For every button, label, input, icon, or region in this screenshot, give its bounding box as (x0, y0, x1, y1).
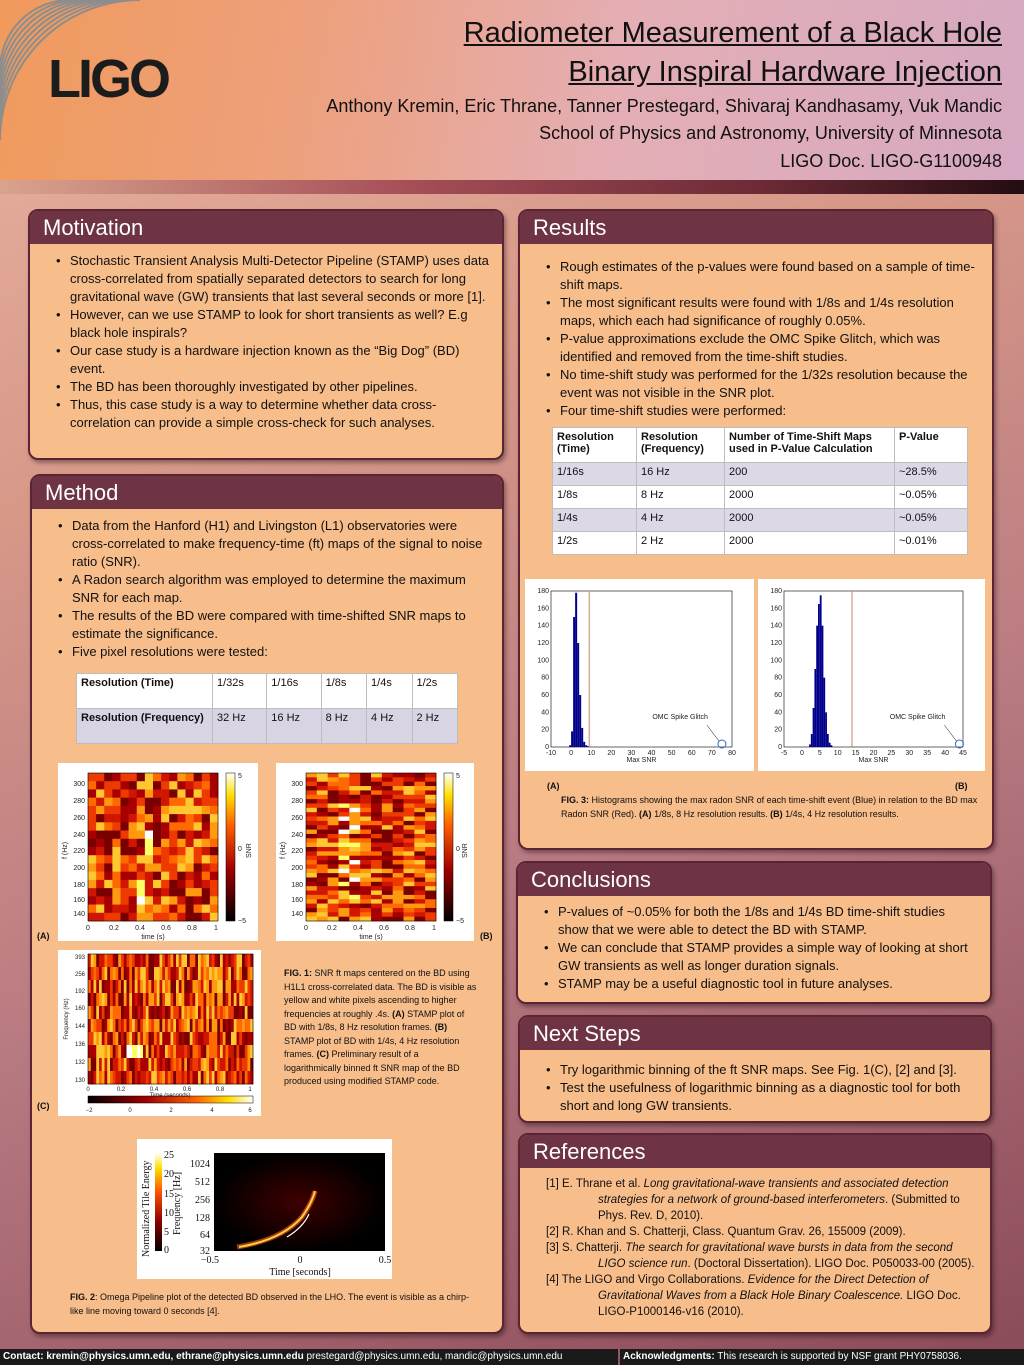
contact-emails: prestegard@physics.umn.edu, mandic@physics.umn.edu (303, 1351, 563, 1362)
table-cell: 1/16s (553, 463, 637, 486)
colorbar-tick: −5 (456, 918, 464, 925)
histogram-bar (816, 626, 818, 747)
x-tick: −0.5 (200, 1255, 220, 1266)
x-tick: 15 (851, 750, 860, 757)
annotation-line (707, 725, 719, 741)
x-tick: 1 (432, 925, 436, 932)
y-tick: 180 (537, 588, 549, 595)
x-tick: 60 (687, 750, 696, 757)
y-tick: 120 (537, 640, 549, 647)
histogram-bar (571, 731, 573, 747)
x-tick: 0.8 (215, 1087, 225, 1093)
x-tick: 40 (941, 750, 949, 757)
caption-tag: (A) (392, 1008, 405, 1019)
table-cell: 2000 (725, 509, 895, 532)
y-tick: 160 (537, 605, 549, 613)
x-tick: 30 (627, 750, 636, 757)
y-tick: 136 (74, 1042, 85, 1048)
x-tick: 0.8 (187, 925, 197, 932)
title-line-2: Binary Inspiral Hardware Injection (568, 56, 1002, 88)
table-cell: ~0.05% (895, 486, 968, 509)
reference-item: [4] The LIGO and Virgo Collaborations. Evidence for the Direct Detection of Gravitational Waves from a Black Hole Binary Coalescence. LIGO Doc. LIGO-P1000146-v16 (2010). (546, 1274, 961, 1318)
table-cell: 200 (725, 463, 895, 486)
y-tick: 160 (291, 897, 303, 904)
histogram-bar (573, 617, 575, 747)
y-tick: 300 (73, 781, 85, 788)
plot-frame (784, 591, 963, 747)
caption-text: Preliminary result of a logarithmically binned ft SNR map of the BD produced using modified STAMP code. (284, 1049, 460, 1086)
y-tick: 200 (291, 865, 303, 872)
fig1-caption (284, 967, 478, 1089)
y-tick: 220 (73, 848, 85, 855)
x-tick: 50 (667, 750, 676, 757)
table-cell: 4 Hz (367, 709, 412, 744)
x-tick: 20 (869, 750, 878, 757)
histogram-bar (579, 695, 581, 747)
y-axis-label: Frequency [Hz] (172, 1171, 183, 1235)
table-cell: ~0.01% (895, 532, 968, 555)
caption-text: 1/4s, 4 Hz resolution results. (785, 808, 899, 819)
column-header: Resolution (Time) (553, 428, 637, 463)
authors: Anthony Kremin, Eric Thrane, Tanner Prestegard, Shivaraj Kandhasamy, Vuk Mandic (326, 96, 1002, 116)
y-tick: 256 (74, 972, 85, 978)
poster-title (242, 14, 1002, 92)
resolution-frequency-row (77, 709, 458, 744)
conclusions-panel (516, 861, 992, 1004)
motivation-bullet: • The BD has been thoroughly investigated by other pipelines. (56, 378, 490, 396)
y-tick: 180 (73, 882, 85, 889)
y-tick: 280 (73, 798, 85, 805)
table-cell: 16 Hz (637, 463, 725, 486)
x-tick: 45 (959, 750, 967, 757)
next-steps-bullet: • Try logarithmic binning of the ft SNR maps. See Fig. 1(C), [2] and [3]. (546, 1061, 978, 1079)
histogram-bar (814, 669, 816, 747)
fig1-label-c: (C) (37, 1101, 50, 1111)
fig3-b-histogram (758, 579, 985, 771)
fig3-label-a: (A) (547, 781, 560, 791)
fig3-caption-label: FIG. 3: (561, 795, 590, 805)
x-axis-label: Max SNR (626, 757, 657, 764)
colorbar-tick: −5 (238, 918, 246, 925)
y-tick: 132 (74, 1060, 85, 1066)
x-tick: 1 (248, 1087, 252, 1093)
heatmap-cells (88, 954, 253, 1084)
colorbar-tick: 6 (248, 1108, 252, 1114)
colorbar-tick: −2 (85, 1108, 93, 1114)
colorbar-tick: 25 (164, 1150, 174, 1161)
colorbar-tick: 4 (210, 1108, 214, 1114)
histogram-bar (569, 745, 571, 747)
y-tick: 512 (195, 1177, 210, 1188)
y-tick: 280 (291, 798, 303, 805)
y-tick: 60 (541, 692, 549, 699)
fig3-caption-text: Histograms showing the max radon SNR of each time-shift event (Blue) in relation to the BD max Radon SNR (Red). (561, 795, 978, 819)
y-tick: 180 (770, 588, 782, 595)
x-tick: 30 (905, 750, 914, 757)
y-tick: 80 (774, 674, 782, 682)
table-cell: 16 Hz (267, 709, 321, 744)
histogram-bar (585, 745, 587, 747)
x-tick: 35 (923, 750, 932, 757)
histogram-bar (829, 743, 831, 747)
conclusions-bullet: • P-values of ~0.05% for both the 1/8s and 1/4s BD time-shift studies show that we were able to detect the BD with STAMP. (544, 903, 978, 939)
method-bullet: • Five pixel resolutions were tested: (58, 643, 490, 661)
table-cell: 2000 (725, 532, 895, 555)
colorbar-label: Normalized Tile Energy (141, 1160, 152, 1257)
histogram-bar (820, 595, 822, 747)
histogram-bar (823, 678, 825, 747)
results-bullet: • Four time-shift studies were performed: (546, 402, 980, 420)
table-cell: ~28.5% (895, 463, 968, 486)
caption-text: 1/8s, 8 Hz resolution results. (654, 808, 768, 819)
table-cell: 1/4s (367, 674, 412, 709)
caption-tag: (C) (316, 1049, 330, 1059)
method-bullet: • Data from the Hanford (H1) and Livingston (L1) observatories were cross-correlated to make frequency-time (ft) maps of the signal to noise ratio (SNR). (58, 517, 490, 571)
y-axis-label: Frequency (Hz) (64, 998, 70, 1040)
next-steps-heading: Next Steps (520, 1017, 990, 1050)
table-cell: 1/16s (267, 674, 321, 709)
y-tick: 1024 (190, 1159, 210, 1170)
y-tick: 240 (291, 832, 303, 839)
time-shift-table (552, 427, 968, 555)
fig3-caption (561, 794, 981, 821)
table-cell: 2 Hz (412, 709, 458, 744)
colorbar-tick: 0 (128, 1108, 132, 1114)
colorbar-tick: 20 (164, 1169, 174, 1180)
acknowledgments-footer (620, 1349, 1024, 1365)
heatmap-cells (306, 773, 436, 921)
x-axis-label: Max SNR (858, 757, 889, 764)
y-tick: 140 (291, 911, 303, 918)
table-cell: ~0.05% (895, 509, 968, 532)
reference-item: [1] E. Thrane et al. Long gravitational-wave transients and associated detection strategies for a network of ground-based interferometers. (Submitted to Phys. Rev. D, 2010). (546, 1178, 960, 1222)
fig2-caption (70, 1291, 480, 1318)
table-row (553, 532, 968, 555)
histogram-bar (583, 742, 585, 747)
y-tick: 32 (200, 1246, 210, 1257)
table-cell: 4 Hz (637, 509, 725, 532)
fig1-caption-text: SNR ft maps centered on the BD using H1L1 cross-correlated data. The BD is visible as yellow and white pixels ascending to higher frequencies at roughly .4s. (284, 968, 477, 1019)
annotation-label: OMC Spike Glitch (652, 713, 708, 721)
y-tick: 64 (200, 1230, 210, 1241)
x-axis-label: time (s) (359, 934, 383, 941)
caption-tag: (B) (770, 808, 783, 819)
x-tick: 0 (86, 1087, 90, 1093)
y-tick: 192 (74, 989, 85, 995)
fig2-caption-text: : Omega Pipeline plot of the detected BD observed in the LHO. The event is visible as a chirp-like line moving toward 0 seconds [4]. (70, 1292, 470, 1316)
histogram-bar (577, 643, 579, 747)
x-axis-label: Time (seconds) (149, 1093, 191, 1099)
annotation-label: OMC Spike Glitch (889, 713, 946, 721)
table-row (553, 486, 968, 509)
histogram-svg (525, 579, 754, 771)
caption-tag: (A) (639, 808, 652, 819)
y-tick: 260 (291, 815, 303, 822)
y-tick: 60 (774, 692, 782, 699)
x-tick: 0.6 (379, 925, 389, 932)
colorbar-label: SNR (462, 843, 469, 858)
table-row (553, 463, 968, 486)
table-header-row (553, 428, 968, 463)
table-cell: 1/4s (553, 509, 637, 532)
fig3-a-histogram (525, 579, 754, 771)
x-tick: 0.2 (109, 925, 119, 932)
y-tick: 0 (778, 744, 782, 751)
table-cell: 1/8s (553, 486, 637, 509)
y-tick: 40 (541, 709, 549, 717)
x-tick: 80 (728, 750, 736, 757)
colorbar-tick: 15 (164, 1189, 174, 1200)
resolution-time-header: Resolution (Time) (77, 674, 213, 709)
affiliation: School of Physics and Astronomy, University of Minnesota (539, 123, 1002, 143)
fig1-label-a: (A) (37, 931, 50, 941)
fig1-b-heatmap (276, 763, 474, 941)
histogram-bar (813, 708, 815, 747)
x-tick: 0 (297, 1255, 303, 1266)
colorbar-tick: 5 (164, 1227, 169, 1238)
histogram-bar (825, 712, 827, 747)
histogram-bar (575, 593, 577, 747)
ligo-logo: LIGO (48, 49, 168, 109)
x-tick: 25 (887, 750, 896, 757)
y-tick: 120 (770, 640, 782, 647)
x-tick: 0.4 (149, 1087, 159, 1093)
fig1-caption-label: FIG. 1: (284, 968, 313, 978)
fig1-label-b: (B) (480, 931, 493, 941)
y-tick: 140 (770, 622, 782, 630)
results-bullet: • The most significant results were found with 1/8s and 1/4s resolution maps, which each had significance of roughly 0.05%. (546, 294, 980, 330)
contact-footer (0, 1349, 618, 1365)
y-tick: 20 (541, 726, 549, 734)
colorbar-tick: 2 (169, 1108, 173, 1114)
caption-tag: (B) (434, 1022, 448, 1032)
x-tick: -10 (545, 750, 557, 757)
table-cell: 1/8s (321, 674, 366, 709)
table-cell: 2 Hz (637, 532, 725, 555)
motivation-panel (28, 209, 504, 460)
motivation-heading: Motivation (30, 211, 502, 244)
y-tick: 240 (73, 832, 85, 839)
x-tick: 0 (799, 750, 804, 757)
column-header: Number of Time-Shift Maps used in P-Value Calculation (725, 428, 895, 463)
fig1-c-heatmap (58, 950, 261, 1116)
y-tick: 260 (73, 815, 85, 822)
motivation-bullet: • However, can we use STAMP to look for short transients as well? E.g black hole inspirals? (56, 306, 490, 342)
y-tick: 128 (195, 1213, 210, 1224)
motivation-bullet: • Stochastic Transient Analysis Multi-Detector Pipeline (STAMP) uses data cross-correlated from spatially separated detectors to search for long gravitational wave (GW) transients that last several seconds or more [1]. (56, 252, 490, 306)
x-tick: 0.4 (353, 925, 363, 932)
motivation-bullet: • Thus, this case study is a way to determine whether data cross-correlation can provide a simple cross-check for such analyses. (56, 396, 490, 432)
histogram-bar (831, 745, 833, 747)
x-tick: 40 (647, 750, 656, 757)
y-tick: 144 (74, 1024, 85, 1030)
resolution-time-row (77, 674, 458, 709)
method-bullet: • The results of the BD were compared with time-shifted SNR maps to estimate the significance. (58, 607, 490, 643)
x-tick: 0.2 (116, 1087, 126, 1093)
reference-item: [3] S. Chatterji. The search for gravitational wave bursts in data from the second LIGO science run. (Doctoral Dissertation). LIGO Doc. P050033-00 (2005). (546, 1242, 975, 1270)
histogram-svg (758, 579, 985, 771)
table-cell: 2000 (725, 486, 895, 509)
annotation-line (944, 725, 956, 741)
y-axis-label: f (Hz) (62, 841, 69, 859)
caption-text: STAMP plot of BD with 1/4s, 4 Hz resolution frames. (284, 1035, 460, 1059)
next-steps-panel (518, 1015, 992, 1123)
x-tick: 0 (86, 925, 90, 932)
contact-label: Contact: kremin@physics.umn.edu, ethrane@physics.umn.edu (3, 1351, 304, 1362)
y-tick: 140 (537, 622, 549, 630)
fig2-omega-plot (137, 1139, 392, 1279)
x-tick: 0 (304, 925, 308, 932)
x-tick: 0 (569, 750, 574, 757)
results-bullet: • P-value approximations exclude the OMC Spike Glitch, which was identified and removed from the time-shift studies. (546, 330, 980, 366)
x-axis-label: Time [seconds] (269, 1267, 331, 1278)
x-tick: 20 (607, 750, 616, 757)
caption-text: STAMP plot of BD with 1/8s, 8 Hz resolution frames. (284, 1008, 465, 1032)
table-cell: 1/2s (412, 674, 458, 709)
motivation-bullet: • Our case study is a hardware injection known as the “Big Dog” (BD) event. (56, 342, 490, 378)
resolution-table (76, 673, 458, 744)
conclusions-bullet: • We can conclude that STAMP provides a simple way of looking at short GW transients as well as longer duration signals. (544, 939, 978, 975)
y-tick: 0 (545, 744, 549, 751)
histogram-bar (581, 728, 583, 747)
reference-item: [2] R. Khan and S. Chatterji, Class. Quantum Grav. 26, 155009 (2009). (546, 1226, 906, 1238)
colorbar-tick: 0 (456, 846, 460, 853)
x-tick: 0.2 (327, 925, 337, 932)
resolution-frequency-header: Resolution (Frequency) (77, 709, 213, 744)
x-tick: 70 (707, 750, 716, 757)
x-tick: 1 (214, 925, 218, 932)
histogram-bar (809, 744, 811, 747)
references-heading: References (520, 1135, 990, 1168)
x-tick: 0.6 (182, 1087, 192, 1093)
table-cell: 32 Hz (213, 709, 267, 744)
y-tick: 160 (74, 1006, 85, 1012)
fig1-a-heatmap (58, 763, 258, 941)
y-tick: 180 (291, 882, 303, 889)
y-tick: 100 (537, 657, 549, 665)
method-bullet: • A Radon search algorithm was employed to determine the maximum SNR for each map. (58, 571, 490, 607)
y-tick: 220 (291, 848, 303, 855)
conclusions-bullet: • STAMP may be a useful diagnostic tool in future analyses. (544, 975, 978, 993)
x-tick: 0.5 (378, 1255, 392, 1266)
y-tick: 100 (770, 657, 782, 665)
results-bullet: • Rough estimates of the p-values were found based on a sample of time-shift maps. (546, 258, 980, 294)
colorbar-tick: 10 (164, 1208, 174, 1219)
references-panel (518, 1133, 992, 1334)
title-line-1: Radiometer Measurement of a Black Hole (463, 17, 1002, 49)
histogram-bar (822, 626, 824, 747)
y-tick: 200 (73, 865, 85, 872)
fig3-label-b: (B) (955, 781, 968, 791)
results-bullet: • No time-shift study was performed for the 1/32s resolution because the event was not visible in the SNR plot. (546, 366, 980, 402)
x-tick: 5 (817, 750, 822, 757)
histogram-bar (827, 734, 829, 747)
x-tick: -5 (780, 750, 788, 757)
table-cell: 1/2s (553, 532, 637, 555)
y-tick: 20 (774, 726, 782, 734)
fig2-caption-label: FIG. 2 (70, 1292, 96, 1302)
x-tick: 0.6 (161, 925, 171, 932)
column-header: Resolution (Frequency) (637, 428, 725, 463)
y-tick: 160 (73, 897, 85, 904)
y-tick: 140 (73, 911, 85, 918)
header-band (0, 180, 1024, 194)
histogram-bar (818, 604, 820, 747)
poster-header (0, 0, 1024, 180)
heatmap-cells (88, 773, 218, 921)
x-tick: 0.4 (135, 925, 145, 932)
x-axis-label: time (s) (141, 934, 165, 941)
x-tick: 10 (587, 750, 596, 757)
table-cell: 1/32s (213, 674, 267, 709)
results-heading: Results (520, 211, 992, 244)
colorbar-tick: 0 (164, 1245, 169, 1256)
y-tick: 160 (770, 605, 782, 613)
colorbar-tick: 0 (238, 846, 242, 853)
colorbar-tick: 5 (238, 773, 242, 780)
y-tick: 130 (74, 1078, 85, 1084)
x-tick: 0.8 (405, 925, 415, 932)
y-tick: 393 (74, 955, 85, 961)
ack-text: This research is supported by NSF grant PHY0758036. (714, 1351, 962, 1362)
histogram-bar (811, 734, 813, 747)
ack-label: Acknowledgments: (623, 1351, 715, 1362)
y-axis-label: f (Hz) (280, 841, 287, 859)
y-tick: 40 (774, 709, 782, 717)
colorbar-label: SNR (246, 843, 253, 858)
method-heading: Method (32, 476, 502, 509)
next-steps-bullet: • Test the usefulness of logarithmic binning as a diagnostic tool for both short and long GW transients. (546, 1079, 978, 1115)
column-header: P-Value (895, 428, 968, 463)
table-row (553, 509, 968, 532)
conclusions-heading: Conclusions (518, 863, 990, 896)
y-tick: 80 (541, 674, 549, 682)
x-tick: 10 (833, 750, 842, 757)
y-tick: 300 (291, 781, 303, 788)
doc-number: LIGO Doc. LIGO-G1100948 (780, 151, 1002, 171)
table-cell: 8 Hz (637, 486, 725, 509)
colorbar-tick: 5 (456, 773, 460, 780)
table-cell: 8 Hz (321, 709, 366, 744)
y-tick: 256 (195, 1195, 210, 1206)
